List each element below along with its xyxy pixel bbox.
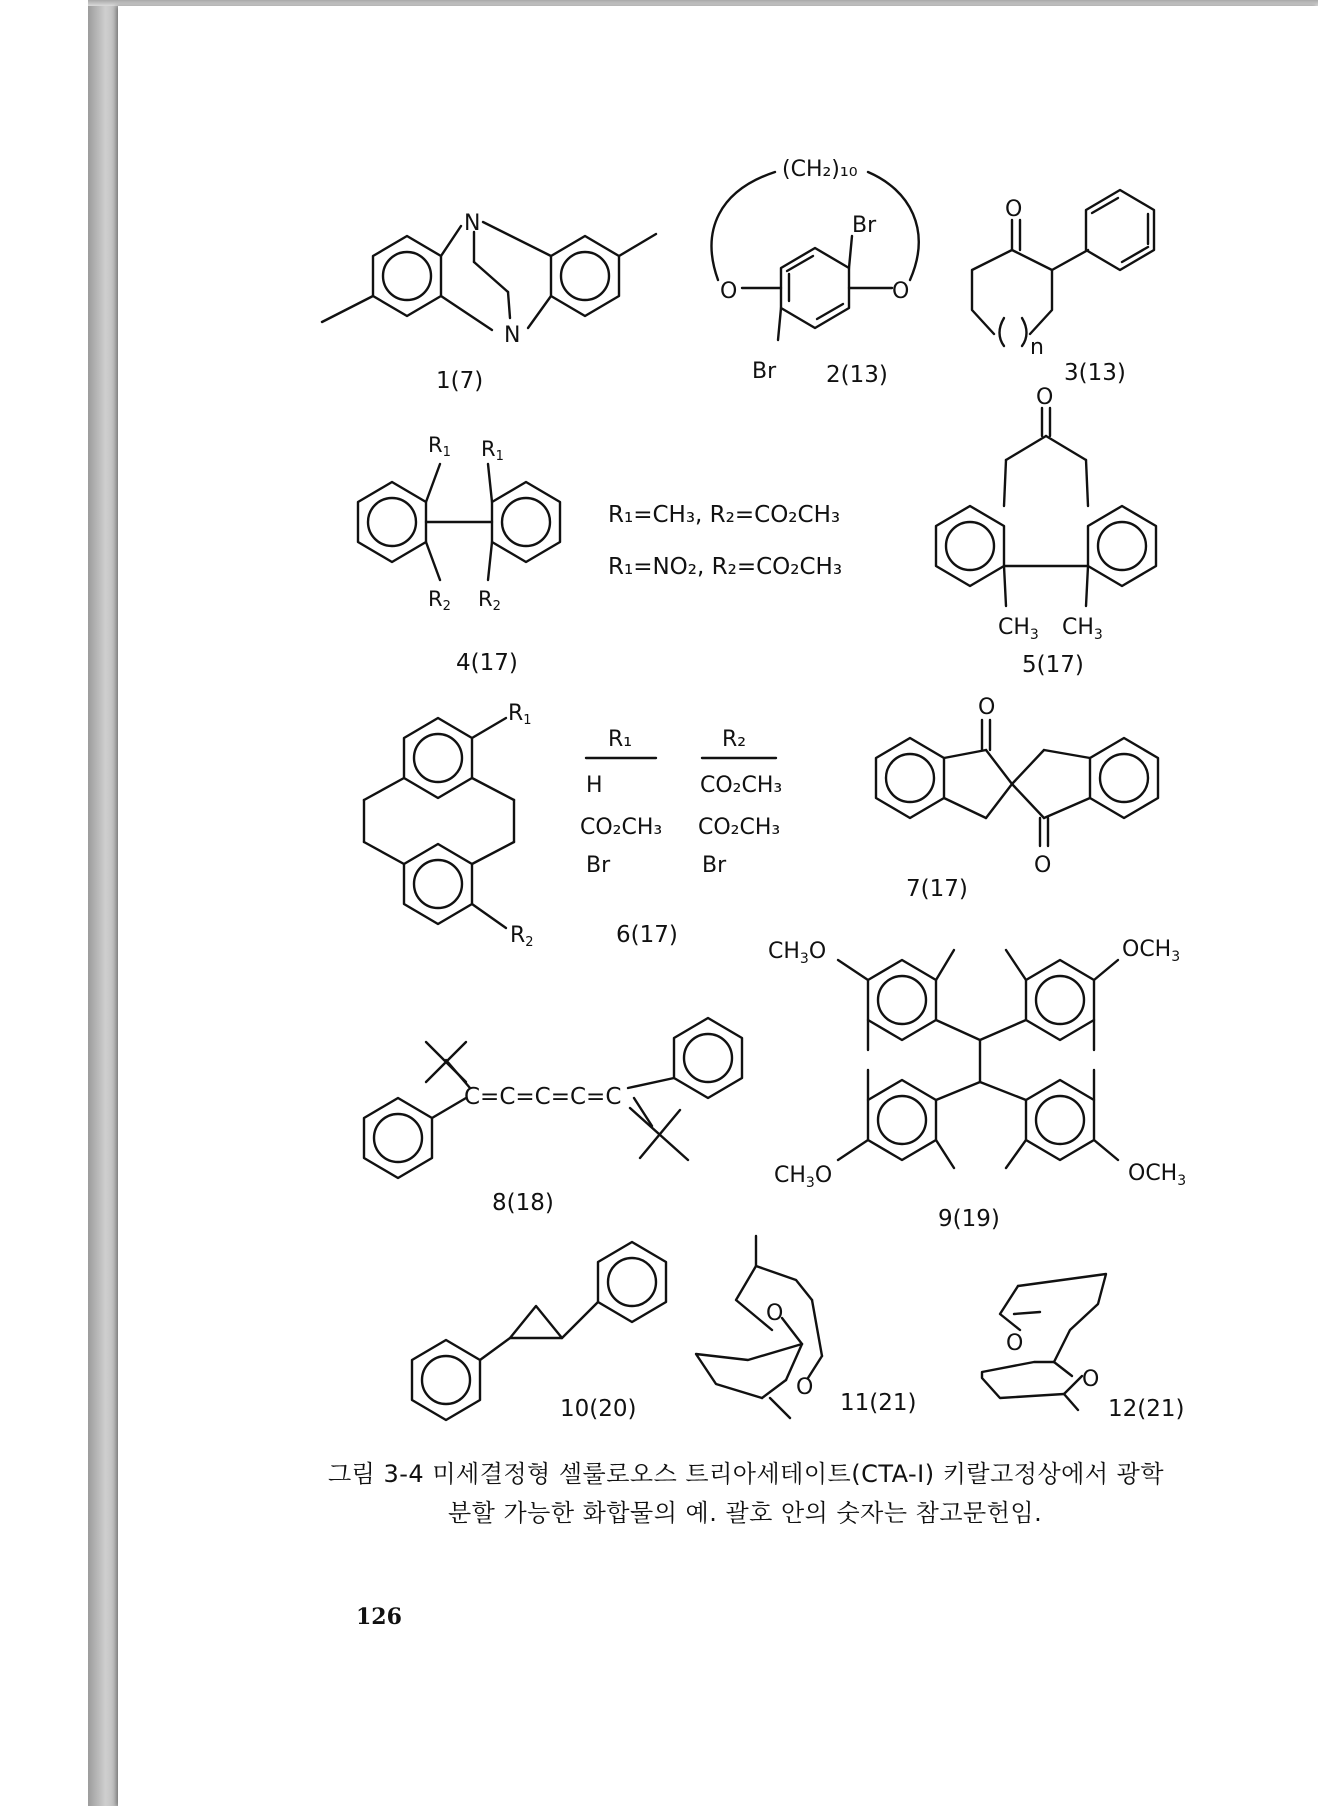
atom-br-bottom: Br (752, 359, 777, 384)
structure-6-atoms (508, 701, 782, 950)
atom-chain: (CH₂)₁₀ (782, 157, 858, 182)
table-header-r2: R₂ (722, 727, 747, 752)
svg-text:R2: R2 (428, 587, 451, 614)
atom-br-top: Br (852, 213, 877, 238)
structure-11-atoms (766, 1301, 813, 1400)
svg-text:R2: R2 (478, 587, 501, 614)
label-10: 10(20) (560, 1396, 637, 1422)
substituent-line-2: R₁=NO₂, R₂=CO₂CH₃ (608, 554, 843, 580)
label-11: 11(21) (840, 1390, 917, 1416)
figure-caption-line-1: 그림 3-4 미세결정형 셀룰로오스 트리아세테이트(CTA-I) 키랄고정상에서 광학 (328, 1460, 1165, 1488)
label-2: 2(13) (826, 362, 888, 388)
svg-text:O: O (766, 1301, 784, 1326)
atom-ch3-right: $CH_3$ (1062, 615, 1103, 643)
structure-4-atoms (428, 433, 842, 614)
svg-text:R2: R2 (510, 923, 534, 950)
methoxy-bottom-right: $OCH_3$ (1128, 1161, 1187, 1189)
structure-1 (322, 222, 656, 330)
ring-index: n (1030, 335, 1044, 360)
svg-text:O: O (1006, 1331, 1024, 1356)
svg-text:CO₂CH₃: CO₂CH₃ (698, 815, 781, 840)
svg-text:R1: R1 (481, 437, 504, 464)
cumulene-chain: C=C=C=C=C (464, 1084, 622, 1110)
structure-8-atoms (464, 1084, 621, 1110)
svg-text:R1: R1 (508, 701, 532, 728)
svg-text:O: O (1082, 1367, 1100, 1392)
structure-10 (412, 1242, 666, 1420)
svg-text:CO₂CH₃: CO₂CH₃ (580, 815, 663, 840)
label-3: 3(13) (1064, 360, 1126, 386)
atom-n-bottom: N (504, 323, 521, 348)
structure-9-atoms (768, 937, 1186, 1191)
svg-text:Br: Br (702, 853, 727, 878)
substituent-line-1: R₁=CH₃, R₂=CO₂CH₃ (608, 502, 841, 528)
svg-text:O: O (1034, 853, 1052, 878)
methoxy-top-left: $CH_3O$ (768, 939, 827, 967)
label-9: 9(19) (938, 1206, 1000, 1232)
structure-2-atoms (720, 157, 909, 384)
label-1: 1(7) (436, 368, 484, 394)
atom-o-right: O (892, 279, 910, 304)
structure-7 (876, 720, 1158, 846)
svg-text:O: O (978, 695, 996, 720)
page-number: 126 (356, 1604, 402, 1630)
methoxy-bottom-left: $CH_3O$ (774, 1163, 833, 1191)
table-header-r1: R₁ (608, 727, 633, 752)
atom-n-top: N (464, 211, 481, 236)
methoxy-top-right: $OCH_3$ (1122, 937, 1181, 965)
structure-3-atoms (1005, 197, 1044, 360)
structure-3 (972, 190, 1154, 346)
label-5: 5(17) (1022, 652, 1084, 678)
structure-9 (838, 950, 1118, 1168)
structure-2 (712, 172, 919, 340)
svg-text:H: H (586, 773, 603, 798)
label-7: 7(17) (906, 876, 968, 902)
svg-text:O: O (796, 1375, 814, 1400)
figure-caption-line-2: 분할 가능한 화합물의 예. 괄호 안의 숫자는 참고문헌임. (448, 1499, 1043, 1527)
svg-text:CO₂CH₃: CO₂CH₃ (700, 773, 783, 798)
structure-5 (936, 408, 1156, 606)
label-8: 8(18) (492, 1190, 554, 1216)
label-6: 6(17) (616, 922, 678, 948)
atom-o: O (1005, 197, 1023, 222)
label-4: 4(17) (456, 650, 518, 676)
svg-text:Br: Br (586, 853, 611, 878)
atom-ch3-left: $CH_3$ (998, 615, 1039, 643)
structure-4 (358, 464, 560, 580)
label-12: 12(21) (1108, 1396, 1185, 1422)
atom-o-left: O (720, 279, 738, 304)
svg-text:R1: R1 (428, 433, 451, 460)
svg-text:O: O (1036, 385, 1054, 410)
